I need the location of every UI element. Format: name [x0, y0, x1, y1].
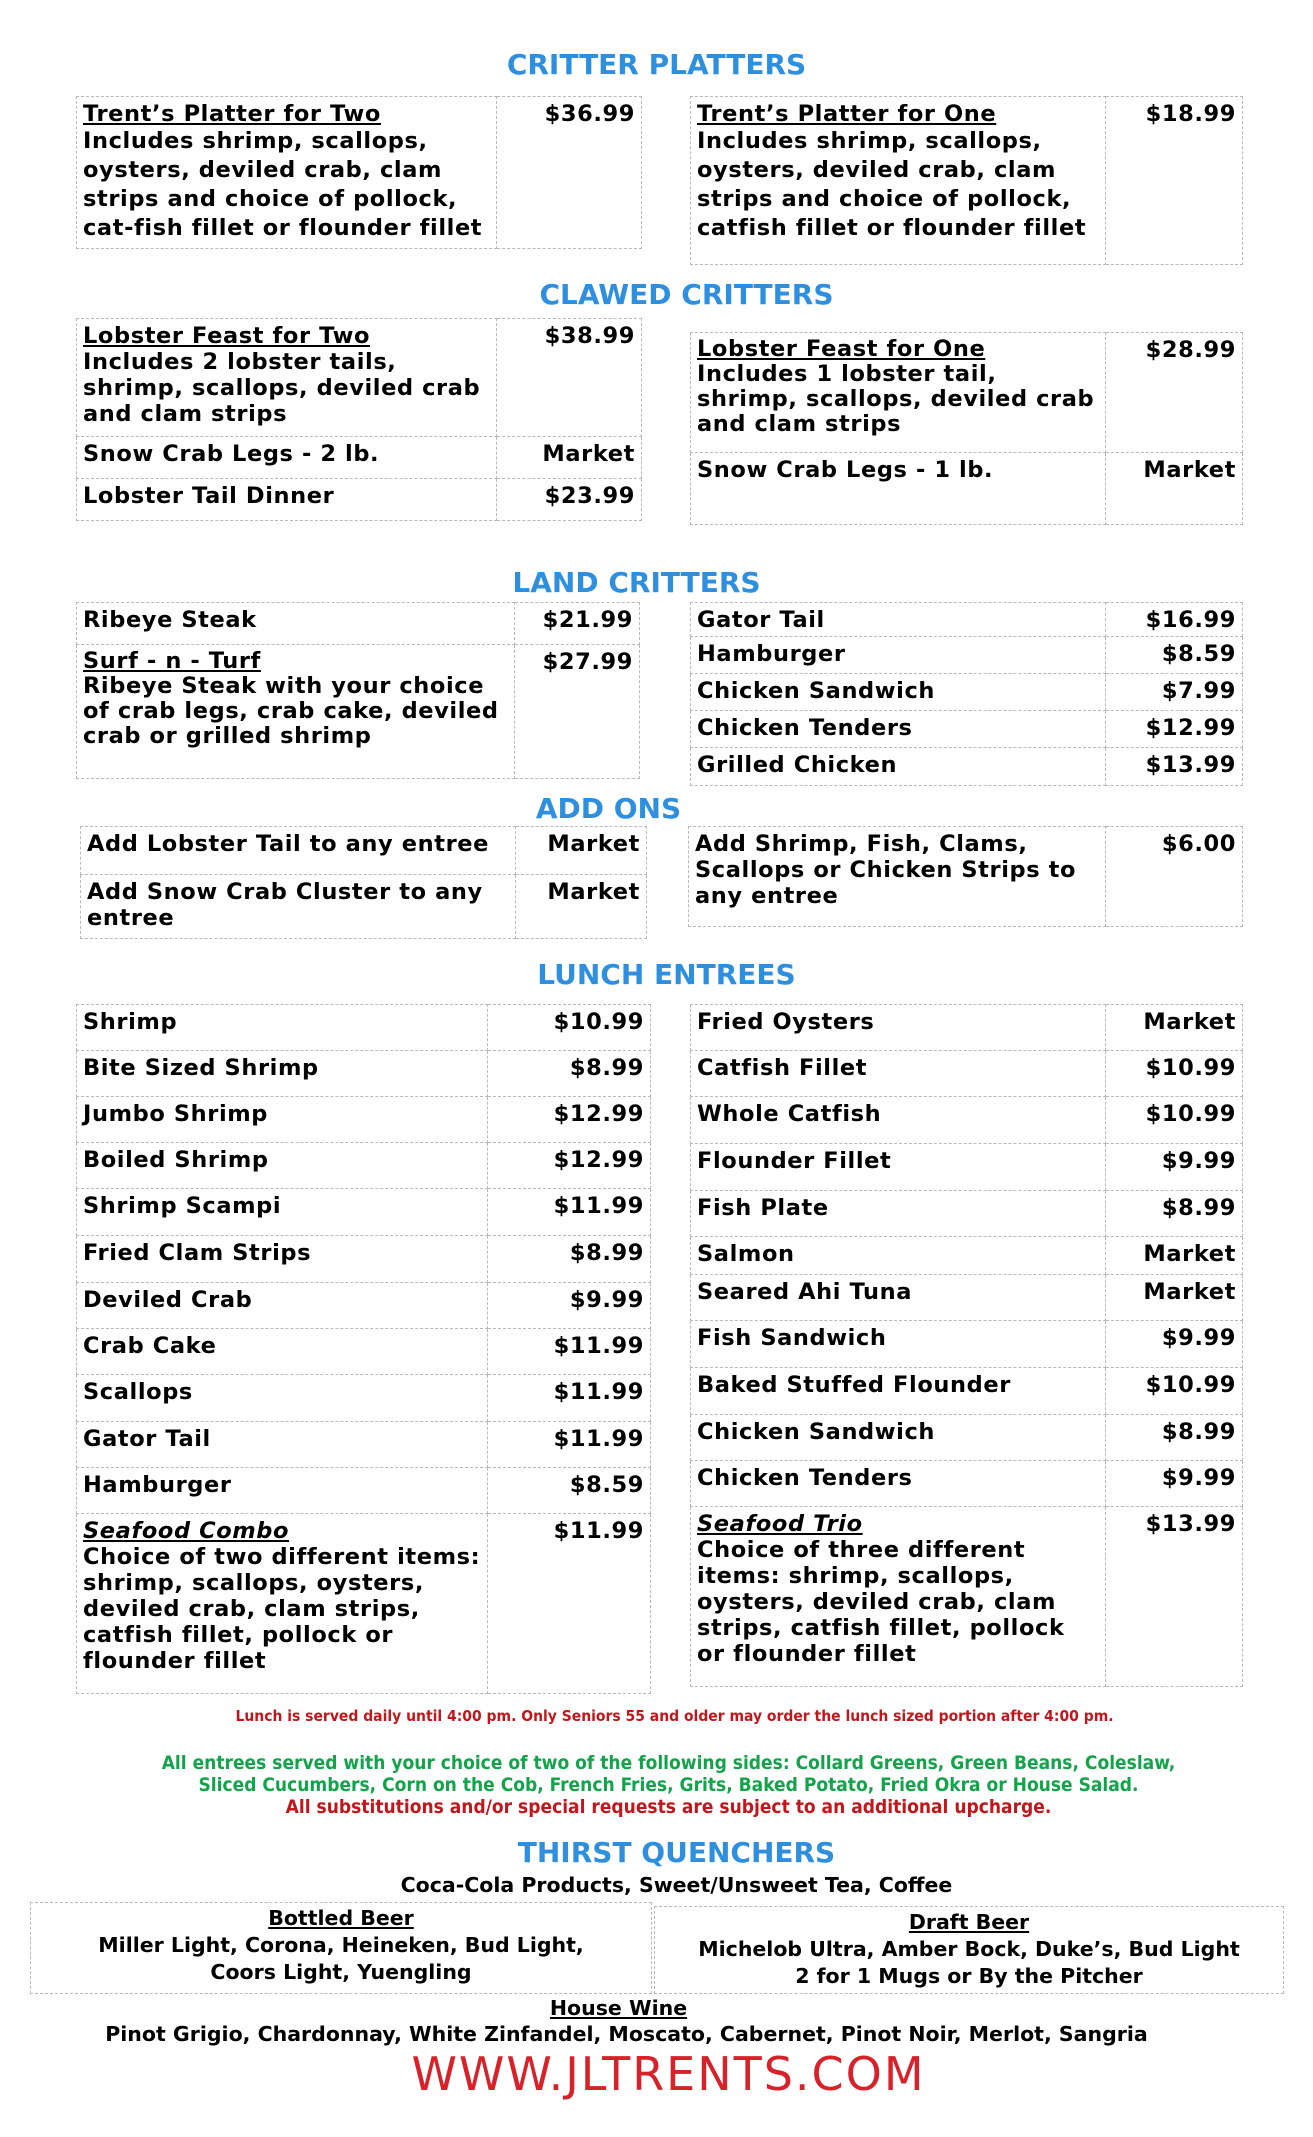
menu-item	[77, 479, 642, 521]
menu-item-name: Chicken Sandwich	[691, 674, 1106, 711]
menu-item-name: Crab Cake	[77, 1329, 488, 1375]
bottled-beer-list-line1: Miller Light, Corona, Heineken, Bud Light,	[98, 1933, 584, 1957]
menu-item-title: Seafood Trio	[697, 1511, 863, 1537]
menu-item	[77, 437, 642, 479]
menu-item-price: $7.99	[1106, 674, 1243, 711]
menu-item-price: $12.99	[1106, 711, 1243, 748]
menu-item	[77, 603, 640, 645]
menu-item-name: Baked Stuffed Flounder	[691, 1368, 1106, 1415]
menu-item	[77, 1189, 651, 1236]
menu-item-name: Salmon	[691, 1237, 1106, 1275]
menu-item	[691, 674, 1243, 711]
menu-item-name: Whole Catfish	[691, 1097, 1106, 1144]
menu-item-price: $11.99	[488, 1329, 651, 1375]
menu-item-price: $28.99	[1106, 333, 1243, 453]
menu-item	[77, 1097, 651, 1143]
menu-item-description: Includes shrimp, scallops, oysters, deviled crab, clam strips and choice of pollock, cat-fish fillet or flounder fillet	[83, 128, 483, 241]
menu-item-title: Lobster Feast for One	[697, 336, 986, 362]
menu-item	[691, 1144, 1243, 1191]
menu-item-name: Fried Oysters	[691, 1005, 1106, 1051]
menu-item-price: $18.99	[1106, 97, 1243, 265]
draft-beer-box	[654, 1906, 1284, 1994]
menu-item	[691, 1237, 1243, 1275]
menu-item	[77, 1375, 651, 1422]
menu-item-price: $11.99	[488, 1189, 651, 1236]
menu-item	[691, 1461, 1243, 1507]
menu-item-price: $21.99	[515, 603, 640, 645]
menu-item	[81, 827, 647, 875]
menu-item-price: Market	[516, 827, 647, 875]
menu-item-price: $13.99	[1106, 748, 1243, 786]
menu-item-title: Surf - n - Turf	[83, 648, 261, 674]
menu-item	[77, 1005, 651, 1051]
land-table-right	[690, 602, 1243, 786]
menu-item	[77, 1468, 651, 1514]
menu-item	[77, 1143, 651, 1189]
menu-item-name: Flounder Fillet	[691, 1144, 1106, 1191]
menu-item-cell	[691, 1507, 1106, 1687]
menu-item-description: Includes shrimp, scallops, oysters, deviled crab, clam strips and choice of pollock, catfish fillet or flounder fillet	[697, 128, 1087, 241]
menu-item-name: Jumbo Shrimp	[77, 1097, 488, 1143]
bottled-beer-title: Bottled Beer	[268, 1906, 414, 1930]
menu-item-price: $9.99	[1106, 1144, 1243, 1191]
menu-item-name: Grilled Chicken	[691, 748, 1106, 786]
menu-item	[691, 1275, 1243, 1321]
menu-item-price: $11.99	[488, 1514, 651, 1694]
soft-drinks-list: Coca-Cola Products, Sweet/Unsweet Tea, Coffee	[400, 1873, 953, 1897]
menu-item	[77, 1236, 651, 1283]
bottled-beer-list-line2: Coors Light, Yuengling	[210, 1960, 472, 1984]
section-heading-clawed-critters: CLAWED CRITTERS	[539, 278, 834, 311]
land-table-left	[76, 602, 640, 779]
menu-item	[691, 1415, 1243, 1461]
menu-item-price: $12.99	[488, 1143, 651, 1189]
menu-item-cell	[691, 97, 1106, 265]
menu-item	[77, 1329, 651, 1375]
sides-note-line1: All entrees served with your choice of two of the following sides: Collard Greens, Green Beans, Coleslaw,	[161, 1752, 1176, 1774]
menu-item	[691, 1368, 1243, 1415]
menu-item-name: Snow Crab Legs - 1 lb.	[691, 453, 1106, 525]
menu-item-name: Gator Tail	[691, 603, 1106, 637]
menu-item-name: Gator Tail	[77, 1422, 488, 1468]
menu-item-price: $16.99	[1106, 603, 1243, 637]
menu-item-cell	[77, 645, 515, 779]
menu-item	[77, 319, 642, 437]
draft-beer-title: Draft Beer	[908, 1910, 1030, 1934]
menu-item-price: Market	[516, 875, 647, 939]
menu-item-price: Market	[1106, 1237, 1243, 1275]
menu-item-price: $27.99	[515, 645, 640, 779]
lunch-note: Lunch is served daily until 4:00 pm. Only Seniors 55 and older may order the lunch sized portion after 4:00 pm.	[235, 1707, 1114, 1725]
menu-item	[81, 875, 647, 939]
menu-item-price: Market	[1106, 453, 1243, 525]
menu-item-name: Add Snow Crab Cluster to any entree	[81, 875, 516, 939]
menu-item-name: Fried Clam Strips	[77, 1236, 488, 1283]
section-heading-thirst-quenchers: THIRST QUENCHERS	[517, 1836, 836, 1869]
menu-item-name: Scallops	[77, 1375, 488, 1422]
menu-item	[691, 97, 1243, 265]
menu-item-name: Deviled Crab	[77, 1283, 488, 1329]
menu-item-price: $9.99	[1106, 1321, 1243, 1368]
menu-item	[77, 97, 642, 249]
menu-item-description: Choice of two different items: shrimp, scallops, oysters, deviled crab, clam strips, catfish fillet, pollock or flounder fillet	[83, 1544, 481, 1674]
platter-table-left	[76, 96, 642, 249]
menu-item-price: $8.59	[488, 1468, 651, 1514]
menu-item	[77, 1422, 651, 1468]
website-url[interactable]: WWW.JLTRENTS.COM	[411, 2047, 926, 2101]
menu-item	[691, 1321, 1243, 1368]
upcharge-note: All substitutions and/or special requests are subject to an additional upcharge.	[285, 1796, 1052, 1818]
menu-item-price: $8.59	[1106, 637, 1243, 674]
menu-item-name: Boiled Shrimp	[77, 1143, 488, 1189]
menu-item-cell	[77, 319, 497, 437]
clawed-table-left	[76, 318, 642, 521]
menu-item-price: $36.99	[497, 97, 642, 249]
menu-item-cell	[691, 333, 1106, 453]
menu-item-name: Ribeye Steak	[77, 603, 515, 645]
menu-item-price: $9.99	[1106, 1461, 1243, 1507]
menu-item	[691, 1005, 1243, 1051]
menu-item-name: Add Lobster Tail to any entree	[81, 827, 516, 875]
menu-item	[77, 1051, 651, 1097]
menu-item-name: Catfish Fillet	[691, 1051, 1106, 1097]
menu-item-title: Trent’s Platter for One	[697, 101, 997, 127]
menu-item-name: Seared Ahi Tuna	[691, 1275, 1106, 1321]
menu-item-description: Ribeye Steak with your choice of crab legs, crab cake, deviled crab or grilled shrimp	[83, 673, 499, 749]
menu-item-name: Snow Crab Legs - 2 lb.	[77, 437, 497, 479]
menu-item-price: $10.99	[1106, 1368, 1243, 1415]
addons-table-left	[80, 826, 647, 939]
platter-table-right	[690, 96, 1243, 265]
menu-item-price: Market	[1106, 1005, 1243, 1051]
lunch-table-left	[76, 1004, 651, 1694]
menu-item-price: $38.99	[497, 319, 642, 437]
menu-item-name: Fish Sandwich	[691, 1321, 1106, 1368]
menu-item	[691, 1051, 1243, 1097]
menu-item-name: Chicken Sandwich	[691, 1415, 1106, 1461]
menu-item-price: $11.99	[488, 1422, 651, 1468]
menu-item-price: $9.99	[488, 1283, 651, 1329]
section-heading-add-ons: ADD ONS	[535, 792, 682, 825]
menu-item-price: Market	[497, 437, 642, 479]
clawed-table-right	[690, 332, 1243, 525]
menu-item-price: Market	[1106, 1275, 1243, 1321]
menu-item-title: Lobster Feast for Two	[83, 323, 371, 349]
menu-item-price: $8.99	[488, 1051, 651, 1097]
menu-item	[691, 453, 1243, 525]
addons-table-right	[688, 826, 1243, 927]
menu-item	[691, 637, 1243, 674]
menu-item-name: Lobster Tail Dinner	[77, 479, 497, 521]
menu-item-name: Bite Sized Shrimp	[77, 1051, 488, 1097]
menu-item-description: Includes 1 lobster tail, shrimp, scallops, deviled crab and clam strips	[697, 361, 1095, 437]
menu-item-price: $23.99	[497, 479, 642, 521]
menu-item	[691, 711, 1243, 748]
menu-item-price: $11.99	[488, 1375, 651, 1422]
menu-item-cell	[77, 1514, 488, 1694]
menu-item	[691, 748, 1243, 786]
menu-item-name: Hamburger	[691, 637, 1106, 674]
menu-item-name: Hamburger	[77, 1468, 488, 1514]
lunch-table-right	[690, 1004, 1243, 1687]
menu-item	[77, 645, 640, 779]
section-heading-land-critters: LAND CRITTERS	[512, 566, 761, 599]
draft-beer-list-line1: Michelob Ultra, Amber Bock, Duke’s, Bud Light	[698, 1937, 1240, 1961]
menu-item-name: Chicken Tenders	[691, 711, 1106, 748]
bottled-beer-box	[30, 1902, 652, 1994]
menu-item-price: $8.99	[1106, 1191, 1243, 1237]
menu-item-description: Includes 2 lobster tails, shrimp, scallops, deviled crab and clam strips	[83, 349, 481, 427]
menu-item	[77, 1514, 651, 1694]
menu-item	[691, 1507, 1243, 1687]
section-heading-lunch-entrees: LUNCH ENTREES	[537, 958, 796, 991]
menu-item	[691, 1097, 1243, 1144]
menu-item-price: $10.99	[1106, 1051, 1243, 1097]
house-wine-title: House Wine	[549, 1996, 688, 2020]
menu-item-name: Shrimp Scampi	[77, 1189, 488, 1236]
section-heading-critter-platters: CRITTER PLATTERS	[506, 48, 807, 81]
menu-item-price: $10.99	[488, 1005, 651, 1051]
house-wine-list: Pinot Grigio, Chardonnay, White Zinfandel, Moscato, Cabernet, Pinot Noir, Merlot, Sangria	[105, 2022, 1148, 2046]
menu-item	[689, 827, 1243, 927]
menu-item-price: $6.00	[1106, 827, 1243, 927]
draft-beer-list-line2: 2 for 1 Mugs or By the Pitcher	[795, 1964, 1143, 1988]
menu-item	[77, 1283, 651, 1329]
menu-item-name: Shrimp	[77, 1005, 488, 1051]
menu-item	[691, 333, 1243, 453]
menu-item	[691, 603, 1243, 637]
menu-item-price: $8.99	[1106, 1415, 1243, 1461]
menu-item-price: $13.99	[1106, 1507, 1243, 1687]
menu-item-name: Fish Plate	[691, 1191, 1106, 1237]
menu-item-title: Trent’s Platter for Two	[83, 101, 381, 127]
menu-item-cell	[77, 97, 497, 249]
menu-item-price: $8.99	[488, 1236, 651, 1283]
menu-item-title: Seafood Combo	[83, 1518, 290, 1544]
menu-item-name: Chicken Tenders	[691, 1461, 1106, 1507]
menu-item-price: $12.99	[488, 1097, 651, 1143]
menu-item-name: Add Shrimp, Fish, Clams, Scallops or Chicken Strips to any entree	[689, 827, 1106, 927]
menu-item	[691, 1191, 1243, 1237]
sides-note-line2: Sliced Cucumbers, Corn on the Cob, French Fries, Grits, Baked Potato, Fried Okra or House Salad.	[198, 1774, 1139, 1796]
menu-item-price: $10.99	[1106, 1097, 1243, 1144]
menu-item-description: Choice of three different items: shrimp, scallops, oysters, deviled crab, clam strips, catfish fillet, pollock or flounder fillet	[697, 1537, 1065, 1667]
